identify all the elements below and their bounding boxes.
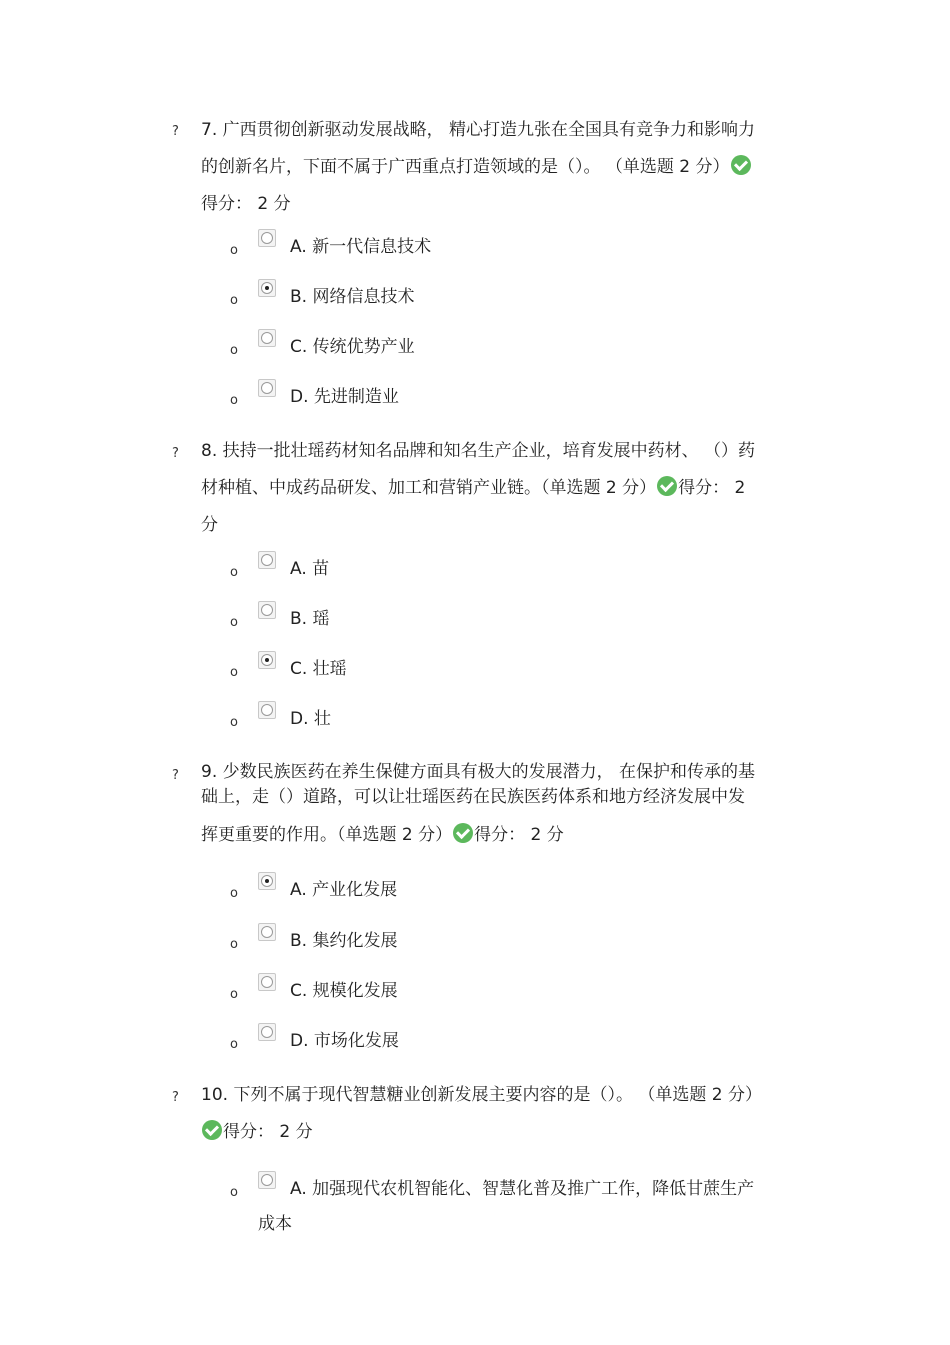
option-bullet: o <box>230 565 238 580</box>
option-bullet: o <box>230 1185 238 1200</box>
option-d[interactable] <box>0 385 950 415</box>
option-bullet: o <box>230 293 238 308</box>
question-stem-line: 9. 少数民族医药在养生保健方面具有极大的发展潜力， 在保护和传承的基 <box>201 762 756 782</box>
radio-button[interactable] <box>258 923 276 941</box>
option-c[interactable] <box>0 657 950 687</box>
option-d[interactable] <box>0 1029 950 1059</box>
option-a[interactable] <box>0 878 950 908</box>
radio-button[interactable] <box>258 973 276 991</box>
option-label: B. 网络信息技术 <box>290 287 415 307</box>
option-bullet: o <box>230 1037 238 1052</box>
option-a[interactable] <box>0 1177 950 1234</box>
radio-button[interactable] <box>258 329 276 347</box>
option-label: C. 传统优势产业 <box>290 337 415 357</box>
check-icon <box>657 476 677 496</box>
check-icon <box>453 823 473 843</box>
question-score-tail: 分 <box>201 515 218 535</box>
option-bullet: o <box>230 715 238 730</box>
option-label: D. 壮 <box>290 709 331 729</box>
question-bullet: ? <box>172 446 179 461</box>
option-bullet: o <box>230 665 238 680</box>
option-label: D. 先进制造业 <box>290 387 399 407</box>
question-score: 得分： 2 <box>678 478 746 498</box>
question-stem-line: 础上，走（）道路，可以让壮瑶医药在民族医药体系和地方经济发展中发 <box>201 787 745 807</box>
question-stem-line: 材种植、中成药品研发、加工和营销产业链。（单选题 2 分） <box>201 478 657 498</box>
question-score: 得分： 2 分 <box>223 1122 313 1142</box>
option-bullet: o <box>230 243 238 258</box>
option-bullet: o <box>230 937 238 952</box>
option-label-continuation: 成本 <box>258 1214 292 1234</box>
question-stem-line: 8. 扶持一批壮瑶药材知名品牌和知名生产企业，培育发展中药材、 （）药 <box>201 441 756 461</box>
option-a[interactable] <box>0 235 950 265</box>
question-stem-line: 10. 下列不属于现代智慧糖业创新发展主要内容的是（）。 （单选题 2 分） <box>201 1085 762 1105</box>
option-a[interactable] <box>0 557 950 587</box>
radio-button[interactable] <box>258 601 276 619</box>
option-b[interactable] <box>0 929 950 959</box>
radio-button[interactable] <box>258 551 276 569</box>
option-label: B. 瑶 <box>290 609 330 629</box>
option-c[interactable] <box>0 335 950 365</box>
option-label: B. 集约化发展 <box>290 931 398 951</box>
option-bullet: o <box>230 886 238 901</box>
question-stem-line: 的创新名片，下面不属于广西重点打造领域的是（）。 （单选题 2 分） <box>201 157 730 177</box>
radio-button[interactable] <box>258 229 276 247</box>
option-bullet: o <box>230 393 238 408</box>
radio-button-selected[interactable] <box>258 279 276 297</box>
question-score: 得分： 2 分 <box>474 825 564 845</box>
radio-button[interactable] <box>258 379 276 397</box>
check-icon <box>202 1120 222 1140</box>
radio-button-selected[interactable] <box>258 651 276 669</box>
option-bullet: o <box>230 987 238 1002</box>
option-label: C. 壮瑶 <box>290 659 347 679</box>
radio-button-selected[interactable] <box>258 872 276 890</box>
option-d[interactable] <box>0 707 950 737</box>
question-score: 得分： 2 分 <box>201 194 291 214</box>
question-bullet: ? <box>172 124 179 139</box>
option-label: D. 市场化发展 <box>290 1031 399 1051</box>
question-stem-line: 挥更重要的作用。（单选题 2 分） <box>201 825 453 845</box>
radio-button[interactable] <box>258 1023 276 1041</box>
option-label: A. 新一代信息技术 <box>290 237 432 257</box>
radio-button[interactable] <box>258 701 276 719</box>
question-stem-line: 7. 广西贯彻创新驱动发展战略， 精心打造九张在全国具有竞争力和影响力 <box>201 120 756 140</box>
option-label: A. 产业化发展 <box>290 880 398 900</box>
option-label: A. 苗 <box>290 559 330 579</box>
check-icon <box>731 155 751 175</box>
question-bullet: ? <box>172 768 179 783</box>
option-label: A. 加强现代农机智能化、智慧化普及推广工作，降低甘蔗生产 <box>290 1179 755 1199</box>
option-c[interactable] <box>0 979 950 1009</box>
option-bullet: o <box>230 615 238 630</box>
option-bullet: o <box>230 343 238 358</box>
option-label: C. 规模化发展 <box>290 981 398 1001</box>
option-b[interactable] <box>0 607 950 637</box>
option-b[interactable] <box>0 285 950 315</box>
question-bullet: ? <box>172 1090 179 1105</box>
radio-button[interactable] <box>258 1171 276 1189</box>
